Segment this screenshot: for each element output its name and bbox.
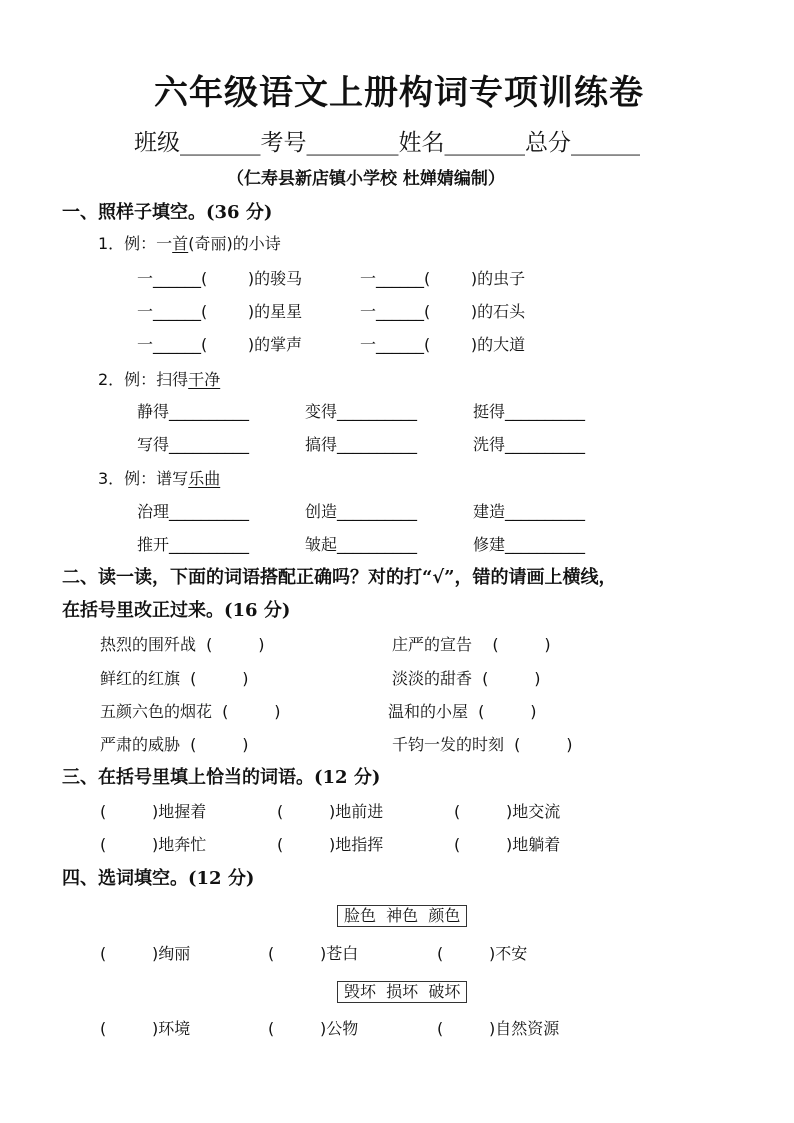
- s4-item: ( )公物: [268, 1019, 359, 1038]
- s2-item: 严肃的威胁 ( ): [100, 735, 249, 754]
- s3-item: ( )地握着: [100, 802, 207, 821]
- q2-item: 变得__________: [305, 402, 418, 421]
- s2-item: 热烈的围歼战 ( ): [100, 635, 265, 654]
- q1-example-suffix: (奇丽)的小诗: [188, 234, 281, 253]
- s3-item: ( )地奔忙: [100, 835, 207, 854]
- q2-example: [98, 372, 220, 388]
- q3-example: [98, 471, 220, 487]
- student-info-line: 班级_______考号________姓名_______总分______: [134, 130, 640, 156]
- q1-item: 一______( )的石头: [360, 302, 526, 321]
- q3-item: 治理__________: [137, 502, 250, 521]
- s2-item: 淡淡的甜香 ( ): [392, 669, 541, 688]
- word-choice-box-1: 脸色 神色 颜色: [337, 905, 467, 927]
- q1-item: 一______( )的掌声: [137, 335, 303, 354]
- q1-example-underlined: 首: [172, 234, 189, 253]
- page-title: 六年级语文上册构词专项训练卷: [154, 73, 644, 113]
- s4-item: ( )环境: [100, 1019, 191, 1038]
- q3-item: 建造__________: [473, 502, 586, 521]
- q3-example-underlined: 乐曲: [188, 469, 221, 488]
- s2-item: 鲜红的红旗 ( ): [100, 669, 249, 688]
- q3-item: 皱起__________: [305, 535, 418, 554]
- q2-item: 搞得__________: [305, 435, 418, 454]
- q2-item: 写得__________: [137, 435, 250, 454]
- author-line: （仁寿县新店镇小学校 杜婵婧编制）: [227, 169, 505, 189]
- s2-item: 温和的小屋 ( ): [388, 702, 537, 721]
- q1-item: 一______( )的骏马: [137, 269, 303, 288]
- s3-item: ( )地躺着: [454, 835, 561, 854]
- s3-item: ( )地指挥: [277, 835, 384, 854]
- section1-heading: 一、照样子填空。(36 分): [62, 202, 273, 223]
- section3-heading: 三、在括号里填上恰当的词语。(12 分): [62, 767, 381, 788]
- q2-item: 静得__________: [137, 402, 250, 421]
- q2-example-prefix: 2．例：扫得: [98, 370, 189, 389]
- q1-example: [98, 236, 281, 252]
- section4-heading: 四、选词填空。(12 分): [62, 868, 255, 889]
- s3-item: ( )地前进: [277, 802, 384, 821]
- s4-item: ( )苍白: [268, 944, 359, 963]
- q3-example-prefix: 3．例：谱写: [98, 469, 189, 488]
- q3-item: 推开__________: [137, 535, 250, 554]
- section2-heading-line2: 在括号里改正过来。(16 分): [62, 600, 291, 621]
- q1-item: 一______( )的大道: [360, 335, 526, 354]
- s2-item: 庄严的宣告 ( ): [392, 635, 551, 654]
- q2-item: 挺得__________: [473, 402, 586, 421]
- q1-item: 一______( )的星星: [137, 302, 303, 321]
- q1-example-prefix: 1．例：一: [98, 234, 173, 253]
- q3-item: 创造__________: [305, 502, 418, 521]
- word-choice-box-2: 毁坏 损坏 破坏: [337, 981, 467, 1003]
- s3-item: ( )地交流: [454, 802, 561, 821]
- s2-item: 千钧一发的时刻 ( ): [392, 735, 573, 754]
- q2-example-underlined: 干净: [188, 370, 221, 389]
- s4-item: ( )自然资源: [437, 1019, 560, 1038]
- q3-item: 修建__________: [473, 535, 586, 554]
- q1-item: 一______( )的虫子: [360, 269, 526, 288]
- section2-heading-line1: 二、读一读，下面的词语搭配正确吗？对的打“√”，错的请画上横线，: [62, 567, 617, 588]
- s4-item: ( )绚丽: [100, 944, 191, 963]
- s4-item: ( )不安: [437, 944, 528, 963]
- s2-item: 五颜六色的烟花 ( ): [100, 702, 281, 721]
- q2-item: 洗得__________: [473, 435, 586, 454]
